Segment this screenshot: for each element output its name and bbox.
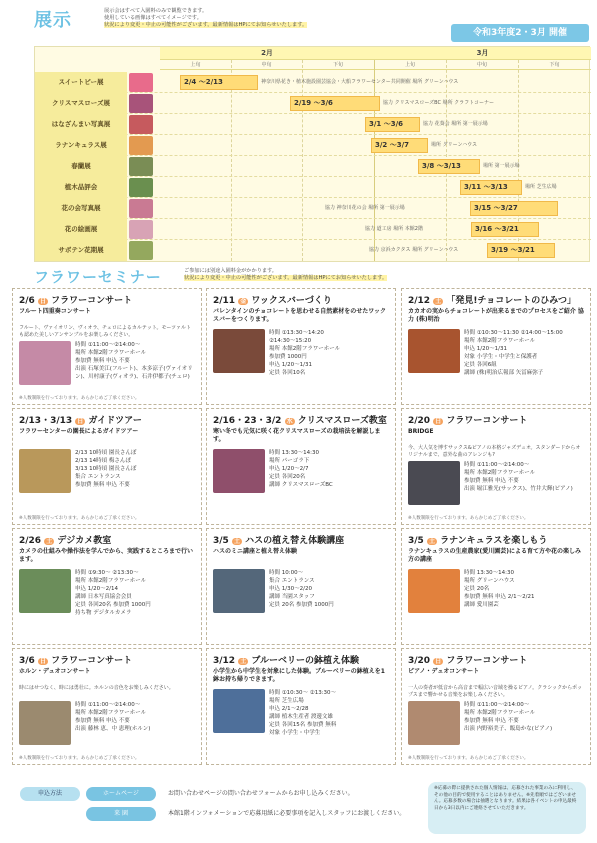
note-line-2: 使用している画像はすべてイメージです。 [104, 15, 202, 21]
card-weekday: 土 [46, 538, 53, 545]
date-bar: 3/19 ～3/21 [487, 243, 555, 258]
card-title-text: ガイドツアー [88, 416, 142, 426]
card-date: 2/11 [213, 296, 236, 306]
schedule-row [35, 219, 591, 240]
schedule-row [35, 135, 591, 156]
card-info [464, 461, 586, 493]
seminar-card [206, 648, 396, 765]
card-info-line: 時間 ①11:00～②14:00～ [75, 702, 141, 708]
card-title [408, 293, 576, 306]
application-label: 申込方法 [20, 787, 80, 801]
card-photo [213, 689, 265, 733]
card-info-line: 時間 ①10:30～11:30 ②14:00～15:00 [464, 330, 563, 336]
card-title [408, 413, 527, 426]
card-title-text: 「発見!チョコレートのひみつ」 [446, 296, 577, 306]
card-title [213, 653, 359, 666]
card-title-text: ラナンキュラスを楽しもう [440, 536, 548, 546]
card-info-line: 申込 1/20～2/14 [75, 586, 118, 592]
card-info-line: 申込 1/20～2/7 [269, 466, 309, 472]
period: 中旬 [446, 60, 518, 70]
card-info-line: 出演 藤林 恵、中 恵理(ホルン) [75, 726, 151, 732]
card-weekday: 金 [240, 298, 247, 305]
card-footnote: ※人数制限を行っております。あらかじめご了承ください。 [408, 756, 529, 761]
card-photo [19, 449, 71, 493]
date-bar: 3/11 ～3/13 [460, 180, 522, 195]
card-info-line: 持ち物 デジタルカメラ [75, 610, 132, 616]
card-info-line: ②14:30～15:20 [269, 338, 312, 344]
card-title [19, 413, 142, 426]
card-title [19, 533, 111, 546]
card-subtitle: ハスのミニ講座と植え替え体験 [213, 548, 298, 555]
card-info-line: 場所 本館2階フラワーホール [75, 578, 147, 584]
month-feb: 2月 [160, 47, 374, 60]
card-title [408, 533, 547, 546]
card-subtitle: ラナンキュラスの生産農家(愛川園芸)による育て方や花の楽しみ方の講座 [408, 548, 582, 563]
card-info [75, 341, 197, 381]
card-info-line: 時間 13:30～14:30 [464, 570, 514, 576]
card-subtitle: フルート四重奏コンサート [19, 308, 91, 315]
card-info-line: 場所 本館2階フラワーホール [464, 338, 536, 344]
card-photo [213, 449, 265, 493]
card-info [464, 569, 586, 609]
card-footnote: ※人数制限を行っております。あらかじめご了承ください。 [19, 756, 140, 761]
period: 下旬 [302, 60, 374, 70]
card-info-line: 講師 日本写真協会会員 [75, 594, 132, 600]
card-info-line: 集合 エントランス [75, 474, 121, 480]
card-subtitle: カカオの実からチョコレートが出来るまでのプロセスをご紹介 協力 (株)明治 [408, 308, 584, 323]
seminar-note [184, 268, 564, 282]
card-info-line: 定員 各回6組 [464, 362, 497, 368]
card-info-line: 参加費 無料 申込 不要 [75, 718, 130, 724]
seminar-card [401, 288, 591, 405]
row-info: 協力 花葵会 場所 第一展示場 [423, 121, 488, 127]
card-photo [408, 569, 460, 613]
card-info-line: 参加費 無料 申込 2/1～2/21 [464, 594, 535, 600]
card-weekday: 土 [428, 538, 435, 545]
schedule-row [35, 177, 591, 198]
card-info-line: 時間 13:30～14:30 [269, 450, 319, 456]
card-date: 2/13・3/13 [19, 416, 73, 426]
card-title-text: ブルーベリーの鉢植え体験 [251, 656, 360, 666]
card-info-line: 場所 本館2階フラワーホール [269, 346, 341, 352]
flower-thumbnail [129, 178, 153, 197]
flower-thumbnail [129, 157, 153, 176]
card-info-line: 場所 パーゴラ下 [269, 458, 310, 464]
card-info [464, 701, 586, 733]
card-subtitle: 寒い冬でも元気に咲く花クリスマスローズの栽培法を解説します。 [213, 428, 381, 443]
seminar-title: フラワーセミナー [34, 268, 162, 286]
card-info-line: 参加費 無料 申込 不要 [75, 358, 130, 364]
card-photo [19, 341, 71, 385]
card-date: 3/5 [213, 536, 229, 546]
card-info-line: 時間 ①11:00～②14:00～ [464, 702, 530, 708]
row-info: 協力 クリスマスローズBC 場所 クラフトコーナー [383, 100, 494, 106]
schedule-row [35, 93, 591, 114]
card-title-text: クリスマスローズ教室 [297, 416, 387, 426]
card-subtitle: ホルン・デュオコンサート [19, 668, 91, 675]
row-info: 協力 神奈川花の会 場所 第一展示場 [325, 205, 405, 211]
card-title [213, 533, 344, 546]
card-info-line: 時間 ①13:30～14:20 [269, 330, 324, 336]
card-subtitle: BRIDGE [408, 428, 434, 435]
schedule-row [35, 114, 591, 135]
card-info-line: 対象 小学生・中学生と保護者 [464, 354, 538, 360]
card-info-line: 時間 ①11:00～②14:00～ [464, 462, 530, 468]
row-info: 場所 芝生広場 [525, 184, 557, 190]
date-bar: 2/19 ～3/6 [290, 96, 380, 111]
card-subtitle: ピアノ・デュオコンサート [408, 668, 480, 675]
row-label: ラナンキュラス展 [35, 135, 127, 156]
card-info-line: 対象 小学生・中学生 [269, 730, 321, 736]
card-info-line: 申込 2/1～2/28 [269, 706, 309, 712]
seminar-card [206, 288, 396, 405]
card-info-line: 講師 クリスマスローズBC [269, 482, 333, 488]
card-date: 2/16・23・3/2 [213, 416, 282, 426]
card-photo [408, 461, 460, 505]
card-info-line: 2/13 14時頃 梅さんぽ [75, 458, 131, 464]
card-title-text: フラワーコンサート [51, 296, 133, 306]
card-info-line: 出演 石塚美江(フルート)、本多涼子(ヴァイオリン)、川村康子(ヴィオラ)、石井伊都子(チェロ) [75, 366, 193, 380]
month-mar: 3月 [374, 47, 591, 60]
date-bar: 2/4 ～2/13 [180, 75, 258, 90]
card-info-line: 申込 1/20～1/31 [464, 346, 507, 352]
card-info-line: 講師 植木生産者 渡邊文雄 [269, 714, 333, 720]
card-photo [213, 569, 265, 613]
fiscal-badge: 令和3年度2・3月 開催 [451, 24, 589, 42]
card-title [408, 653, 527, 666]
flower-thumbnail [129, 73, 153, 92]
exhibition-title: 展示 [34, 10, 72, 31]
card-info [75, 569, 197, 617]
card-info-line: 定員 20名 [464, 586, 490, 592]
card-info-line: 申込 1/20～1/31 [269, 362, 312, 368]
card-title [19, 293, 132, 306]
card-weekday: 日 [39, 298, 46, 305]
card-info-line: 3/13 10時頃 園長さんぽ [75, 466, 137, 472]
card-weekday: 土 [233, 538, 240, 545]
card-photo [19, 569, 71, 613]
seminar-card [401, 528, 591, 645]
seminar-card [206, 408, 396, 525]
card-info-line: 参加費 無料 申込 不要 [75, 482, 130, 488]
card-date: 3/20 [408, 656, 431, 666]
card-info-line: 講師 (株)明治広報部 矢冨麻弥子 [464, 370, 544, 376]
card-weekday: 水 [286, 418, 293, 425]
card-subtitle: カメラの仕組みや操作法を学んでから、実践するところまで行います。 [19, 548, 194, 563]
seminar-card [12, 648, 202, 765]
visit-pill: 来 園 [86, 807, 156, 821]
row-label: 植木品評会 [35, 177, 127, 198]
date-bar: 3/15 ～3/27 [470, 201, 558, 216]
card-date: 3/6 [19, 656, 35, 666]
card-weekday: 土 [240, 658, 247, 665]
schedule-row [35, 156, 591, 177]
period: 上旬 [160, 60, 231, 70]
schedule-row [35, 198, 591, 219]
row-label: スイートピー展 [35, 72, 127, 93]
card-description: フルート、ヴァイオリン、ヴィオラ、チェロによるカルテット。モーツァルトも認めた美しいアンサンブルをお楽しみください。 [19, 325, 192, 338]
card-subtitle: 小学生から中学生を対象にした体験。ブルーベリーの鉢植えを1鉢お持ち帰りできます。 [213, 668, 385, 683]
card-info-line: 2/13 10時頃 園長さんぽ [75, 450, 137, 456]
card-footnote: ※人数制限を行っております。あらかじめご了承ください。 [408, 516, 529, 521]
date-bar: 3/16 ～3/21 [471, 222, 539, 237]
card-info-line: 出演 内野裕美子、飯島かな(ピアノ) [464, 726, 553, 732]
card-title-text: ワックスバーづくり [251, 296, 332, 306]
card-description: 今、大人気を博すサックス&ピアノの本格ジャズデュオ。スタンダードからオリジナルまで、意外な曲のアレンジも? [408, 445, 581, 458]
card-title [213, 413, 387, 426]
row-label: 花の絵画展 [35, 219, 127, 240]
card-date: 2/12 [408, 296, 431, 306]
card-subtitle: バレンタインのチョコレートを思わせる自然素材をのせたワックスバーをつくります。 [213, 308, 387, 323]
seminar-card [206, 528, 396, 645]
card-info-line: 時間 10:00～ [269, 570, 304, 576]
card-photo [408, 701, 460, 745]
period: 中旬 [231, 60, 302, 70]
date-bar: 3/8 ～3/13 [418, 159, 480, 174]
period: 下旬 [518, 60, 591, 70]
home-page-pill[interactable]: ホームページ [86, 787, 156, 801]
row-info: 場所 第一展示場 [483, 163, 520, 169]
row-info: 協力 道工房 場所 本館2階 [365, 226, 423, 232]
card-description: 時にはせつなく、時には勇壮に。ホルンの音色をお楽しみください。 [19, 685, 174, 691]
card-info-line: 講師 当園スタッフ [269, 594, 315, 600]
card-weekday: 日 [435, 658, 442, 665]
card-info-line: 参加費 無料 申込 不要 [464, 478, 519, 484]
row-info: 神奈川県花き・植木施設園芸協会・大船フラワーセンター共同開催 場所 グリーンハウス [261, 79, 459, 85]
flower-thumbnail [129, 241, 153, 260]
schedule-row [35, 72, 591, 93]
row-label: サボテン花期展 [35, 240, 127, 261]
card-info-line: 時間 ①10:30～ ②13:30～ [269, 690, 337, 696]
card-date: 2/26 [19, 536, 42, 546]
card-weekday: 日 [77, 418, 84, 425]
card-info-line: 場所 本館2階フラワーホール [75, 710, 147, 716]
row-label: クリスマスローズ展 [35, 93, 127, 114]
seminar-note-highlight: 状況により変更・中止の可能性がございます。最新情報はHPにてお知らせいたします。 [184, 275, 388, 281]
card-photo [408, 329, 460, 373]
flower-thumbnail [129, 220, 153, 239]
date-bar: 3/2 ～3/7 [371, 138, 428, 153]
seminar-card [401, 408, 591, 525]
date-bar: 3/1 ～3/6 [365, 117, 420, 132]
card-info-line: 場所 本館2階フラワーホール [75, 350, 147, 356]
seminar-card [12, 288, 202, 405]
card-title-text: フラワーコンサート [51, 656, 133, 666]
card-title [213, 293, 332, 306]
card-date: 3/5 [408, 536, 424, 546]
card-info [269, 449, 391, 489]
flower-thumbnail [129, 94, 153, 113]
card-footnote: ※人数制限を行っております。あらかじめご了承ください。 [19, 396, 140, 401]
card-info-line: 定員 各回10名 [269, 370, 306, 376]
card-info-line: 場所 グリーンハウス [464, 578, 515, 584]
card-info-line: 場所 本館2階フラワーホール [464, 470, 536, 476]
row-label: 春蘭展 [35, 156, 127, 177]
card-info-line: 定員 各回20名 [269, 474, 306, 480]
card-title-text: ハスの植え替え体験講座 [245, 536, 345, 546]
card-info [464, 329, 586, 377]
flower-thumbnail [129, 199, 153, 218]
seminar-card [12, 408, 202, 525]
card-photo [213, 329, 265, 373]
flower-thumbnail [129, 136, 153, 155]
flower-thumbnail [129, 115, 153, 134]
card-info [269, 329, 391, 377]
card-info-line: 場所 芝生広場 [269, 698, 304, 704]
card-info-line: 申込 1/30～2/20 [269, 586, 312, 592]
card-info [75, 701, 197, 733]
card-subtitle: フラワーセンターの園長によるガイドツアー [19, 428, 139, 435]
card-info-line: 参加費 無料 申込 不要 [464, 718, 519, 724]
row-info: 協力 京浜カクタス 場所 グリーンハウス [369, 247, 459, 253]
card-date: 2/20 [408, 416, 431, 426]
card-info-line: 集合 エントランス [269, 578, 315, 584]
card-date: 3/12 [213, 656, 236, 666]
application-section [20, 787, 420, 817]
card-info-line: 定員 各回15名 参加費 無料 [269, 722, 337, 728]
exhibition-note [104, 8, 404, 29]
card-weekday: 土 [435, 298, 442, 305]
row-info: 場所 グリーンハウス [431, 142, 477, 148]
card-date: 2/6 [19, 296, 35, 306]
card-photo [19, 701, 71, 745]
card-info-line: 定員 各回20名 参加費 1000円 [75, 602, 151, 608]
home-page-text: お問い合わせページの問い合わせフォームからお申し込みください。 [168, 790, 354, 797]
card-info-line: 時間 ①9:30～ ②13:30～ [75, 570, 139, 576]
card-weekday: 日 [435, 418, 442, 425]
card-title [19, 653, 132, 666]
card-footnote: ※人数制限を行っております。あらかじめご了承ください。 [19, 516, 140, 521]
card-info-line: 講師 愛川園芸 [464, 602, 499, 608]
card-info-line: 定員 20名 参加費 1000円 [269, 602, 334, 608]
card-title-text: デジカメ教室 [57, 536, 112, 546]
schedule-row [35, 240, 591, 261]
card-info-line: 出演 堀江雅光(サックス)、竹井大輝(ピアノ) [464, 486, 573, 492]
seminar-card [401, 648, 591, 765]
card-description: 一人の奏者が低音から高音まで幅広い音域を操るピアノ。クラシックからポップスまで響かせる音楽をお楽しみください。 [408, 685, 583, 698]
card-title-text: フラワーコンサート [446, 416, 528, 426]
card-title-text: フラワーコンサート [446, 656, 528, 666]
disclaimer-box: ※応募の際に提供された個人情報は、応募された事業のみに利用し、その他の目的で使用することはありません。※先着順ではございません。応募多数の場合は抽選となります。結果は各イベントの申込最終日から3日以内にご連絡させていただきます。 [428, 782, 586, 834]
exhibition-schedule [34, 46, 590, 262]
period: 上旬 [374, 60, 446, 70]
card-info-line: 参加費 1000円 [269, 354, 307, 360]
seminar-note-line: ご参加には別途入園料金がかかります。 [184, 268, 277, 274]
card-info [75, 449, 197, 489]
card-info-line: 場所 本館2階フラワーホール [464, 710, 536, 716]
card-info [269, 689, 391, 737]
seminar-card [12, 528, 202, 645]
card-info-line: 時間 ①11:00～②14:00～ [75, 342, 141, 348]
note-line-1: 展示会はすべて入園料のみで観覧できます。 [104, 8, 208, 14]
card-info [269, 569, 391, 609]
visit-text: 本館1階インフォメーションで応募用紙に必要事項を記入しスタッフにお渡しください。 [168, 810, 406, 817]
note-highlight: 状況により変更・中止の可能性がございます。最新情報はHPにてお知らせいたします。 [104, 22, 308, 28]
row-label: はなざんまい写真展 [35, 114, 127, 135]
card-weekday: 日 [39, 658, 46, 665]
row-label: 花の会写真展 [35, 198, 127, 219]
